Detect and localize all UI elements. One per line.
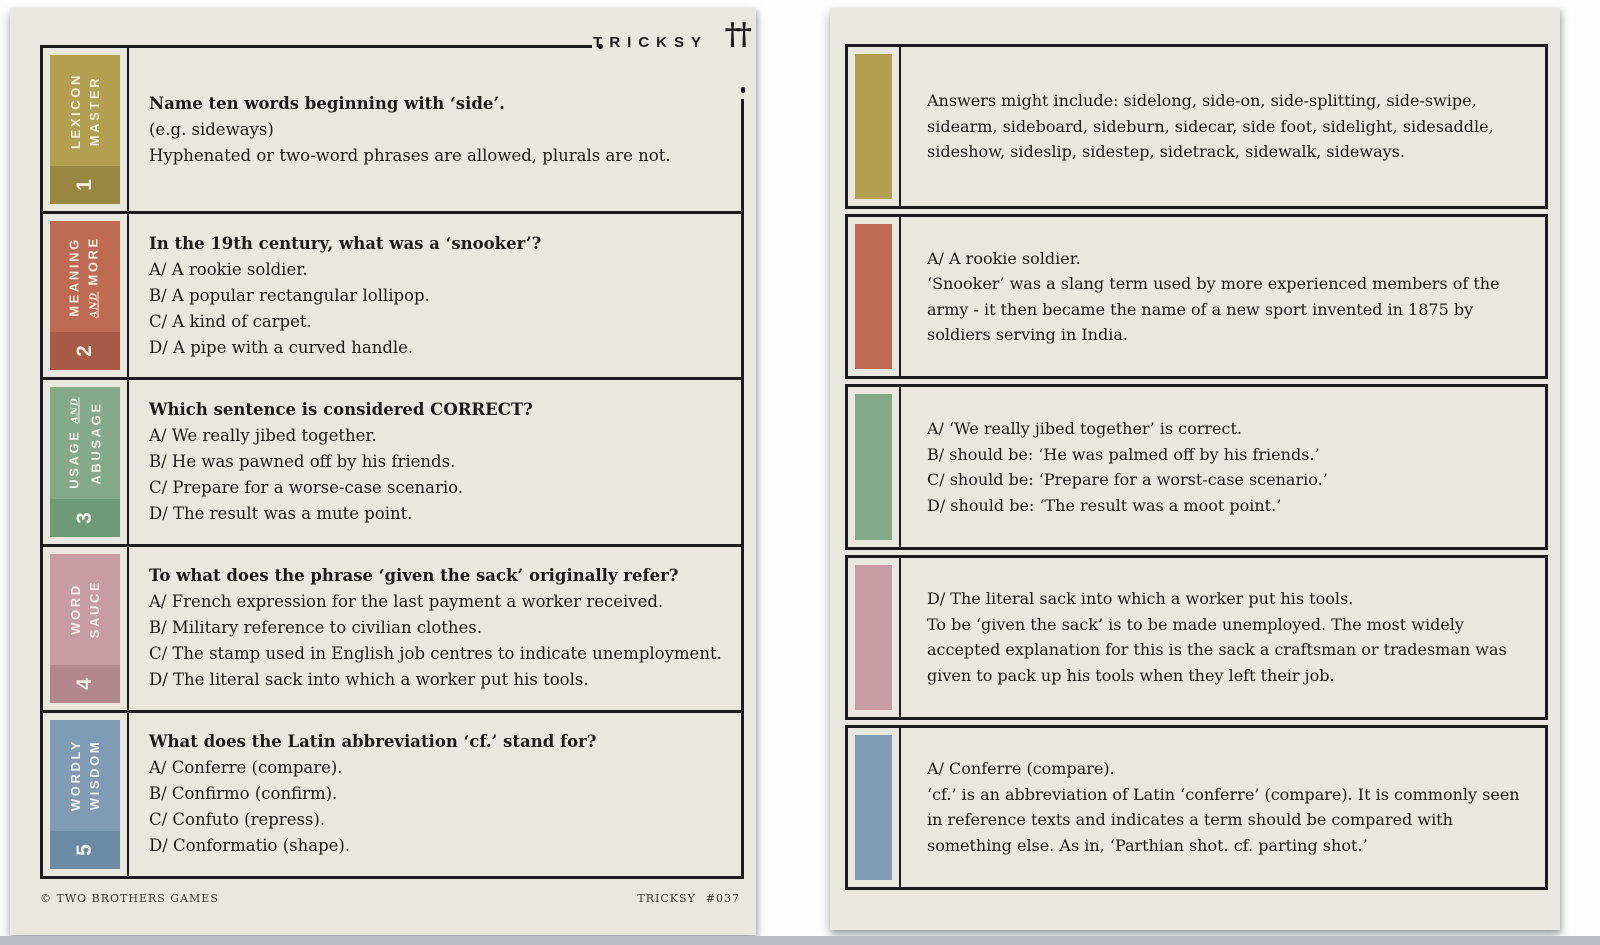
category-label-line: WORDLY: [68, 739, 83, 812]
category-label: [66, 73, 104, 149]
category-tab: [50, 221, 120, 370]
category-label: [66, 739, 104, 811]
category-color-swatch: [855, 54, 892, 199]
category-number: 5: [73, 844, 96, 856]
category-color-swatch: [855, 565, 892, 710]
category-column: [43, 547, 129, 710]
category-label-line: LEXICON: [68, 72, 83, 149]
frame-right-line: [741, 99, 744, 879]
question-option-line: A/ French expression for the last payment a worker received.: [149, 592, 664, 612]
question-option-line: D/ The result was a mute point.: [149, 504, 413, 523]
answer-line: D/ should be: ‘The result was a moot point.’: [927, 495, 1282, 515]
category-tab: [50, 720, 120, 869]
question-option-line: A/ Conferre (compare).: [149, 758, 343, 778]
category-tab: [50, 554, 120, 703]
question-option-line: (e.g. sideways): [149, 119, 274, 139]
answer-text: [901, 387, 1545, 546]
category-label-line: USAGE AND: [66, 397, 82, 489]
category-tab-label-area: [50, 554, 120, 665]
category-number: 1: [73, 179, 96, 192]
answer-line: A/ A rookie soldier.: [927, 248, 1081, 268]
question-option-line: C/ A kind of carpet.: [149, 311, 312, 331]
category-column: [43, 214, 129, 377]
answer-row: [845, 384, 1548, 549]
category-column: [43, 48, 129, 211]
answer-text: [901, 47, 1545, 206]
category-tab-label-area: [50, 387, 120, 498]
answer-row: [845, 214, 1548, 379]
frame-bottom-line: [40, 876, 744, 879]
category-label-line: AND MORE: [85, 235, 101, 318]
question-option-line: C/ Confuto (repress).: [149, 810, 326, 830]
answer-line: D/ The literal sack into which a worker put his tools.: [927, 589, 1354, 609]
answer-card: [830, 8, 1560, 930]
category-number-area: [50, 332, 120, 370]
category-label: [66, 580, 104, 639]
question-option-line: C/ The stamp used in English job centres to indicate unemployment.: [149, 644, 722, 664]
question-option-line: A/ We really jibed together.: [149, 426, 377, 445]
answer-row: [845, 555, 1548, 720]
answer-line: A/ ‘We really jibed together’ is correct.: [927, 419, 1242, 438]
question-text: [129, 214, 741, 377]
category-label-line: WISDOM: [87, 740, 102, 811]
answer-category-column: [848, 558, 901, 717]
answer-text: [901, 558, 1545, 717]
card-id-brand: TRICKSY: [637, 892, 696, 905]
card-frame: [40, 17, 748, 879]
answer-category-column: [848, 728, 901, 887]
question-option-line: D/ Conformatio (shape).: [149, 836, 351, 856]
category-tab-label-area: [50, 221, 120, 332]
answer-line: A/ Conferre (compare).: [927, 759, 1115, 779]
answer-line: ‘Snooker’ was a slang term used by more experienced members of the army - it then became the name of a new sport invented in 1875 by soldiers serving in India.: [927, 274, 1500, 345]
answer-category-column: [848, 217, 901, 376]
category-label-line: SAUCE: [87, 579, 102, 639]
window-bottom-edge: [0, 936, 1600, 945]
category-color-swatch: [855, 394, 892, 539]
question-option-line: C/ Prepare for a worse-case scenario.: [149, 478, 464, 497]
answer-line: ‘cf.’ is an abbreviation of Latin ‘conferre’ (compare). It is commonly seen in reference texts and indicates a term should be compared with something else. As in, ‘Parthian shot. cf. parting shot.’: [927, 784, 1520, 855]
question-row: [43, 544, 741, 710]
category-tab-label-area: [50, 55, 120, 166]
double-dagger-icon: ††: [724, 17, 748, 52]
card-id: [637, 892, 740, 905]
question-option-line: B/ Confirmo (confirm).: [149, 784, 338, 804]
answer-rows: [845, 44, 1548, 890]
category-label-line: WORD: [68, 583, 83, 635]
category-color-swatch: [855, 224, 892, 369]
question-row: [43, 377, 741, 543]
category-number: 2: [73, 345, 96, 358]
question-rows: [43, 48, 741, 876]
question-title: Name ten words beginning with ‘side’.: [149, 93, 505, 113]
copyright-text: © TWO BROTHERS GAMES: [40, 892, 219, 905]
category-number-area: [50, 665, 120, 703]
question-text: [129, 380, 741, 543]
answer-line: Answers might include: sidelong, side-on, side-splitting, side-swipe, sidearm, sideboard, sideburn, sidecar, side foot, sidelight, sidesaddle, sideshow, sideslip, sidestep, sidetrack, sidewalk, sideways.: [927, 91, 1494, 162]
card-footer: [40, 892, 740, 905]
question-option-line: D/ The literal sack into which a worker put his tools.: [149, 670, 589, 690]
answer-text: [901, 728, 1545, 887]
category-tab: [50, 387, 120, 536]
category-label-line: ABUSAGE: [88, 401, 104, 485]
question-row: [43, 211, 741, 377]
answer-text: [901, 217, 1545, 376]
answer-category-column: [848, 387, 901, 546]
question-title: What does the Latin abbreviation ‘cf.’ stand for?: [149, 732, 597, 752]
question-text: [129, 48, 741, 211]
answer-row: [845, 725, 1548, 890]
question-option-line: A/ A rookie soldier.: [149, 259, 308, 279]
question-title: In the 19th century, what was a ‘snooker’?: [149, 233, 542, 253]
category-column: [43, 380, 129, 543]
frame-right-dot: [741, 87, 745, 93]
category-label: [65, 397, 106, 488]
answer-category-column: [848, 47, 901, 206]
category-color-swatch: [855, 735, 892, 880]
question-title: Which sentence is considered CORRECT?: [149, 400, 533, 419]
answer-line: B/ should be: ‘He was palmed off by his friends.’: [927, 444, 1320, 464]
category-tab-label-area: [50, 720, 120, 831]
category-label: [65, 236, 106, 318]
question-text: [129, 547, 741, 710]
question-option-line: Hyphenated or two-word phrases are allowed, plurals are not.: [149, 145, 671, 165]
category-number-area: [50, 166, 120, 204]
question-option-line: B/ Military reference to civilian clothes.: [149, 618, 483, 638]
question-option-line: B/ A popular rectangular lollipop.: [149, 285, 430, 305]
brand-name: TRICKSY: [593, 34, 708, 51]
question-row: [43, 710, 741, 876]
category-label-line: MASTER: [87, 75, 102, 146]
question-option-line: B/ He was pawned off by his friends.: [149, 452, 456, 471]
answer-line: C/ should be: ‘Prepare for a worst-case scenario.’: [927, 470, 1328, 489]
answer-row: [845, 44, 1548, 209]
card-id-number: #037: [705, 892, 740, 905]
question-title: To what does the phrase ‘given the sack’ originally refer?: [149, 566, 679, 586]
question-row: [43, 48, 741, 211]
category-label-line: MEANING: [66, 237, 82, 317]
category-number: 3: [73, 511, 96, 524]
answer-line: To be ‘given the sack’ is to be made unemployed. The most widely accepted explanation for this is the sack a craftsman or tradesman was given to pack up his tools when they left their job.: [927, 614, 1507, 685]
question-text: [129, 713, 741, 876]
category-tab: [50, 55, 120, 204]
category-column: [43, 713, 129, 876]
category-number: 4: [73, 677, 96, 690]
question-card: [10, 8, 756, 935]
category-number-area: [50, 831, 120, 869]
category-number-area: [50, 499, 120, 537]
question-option-line: D/ A pipe with a curved handle.: [149, 337, 414, 357]
